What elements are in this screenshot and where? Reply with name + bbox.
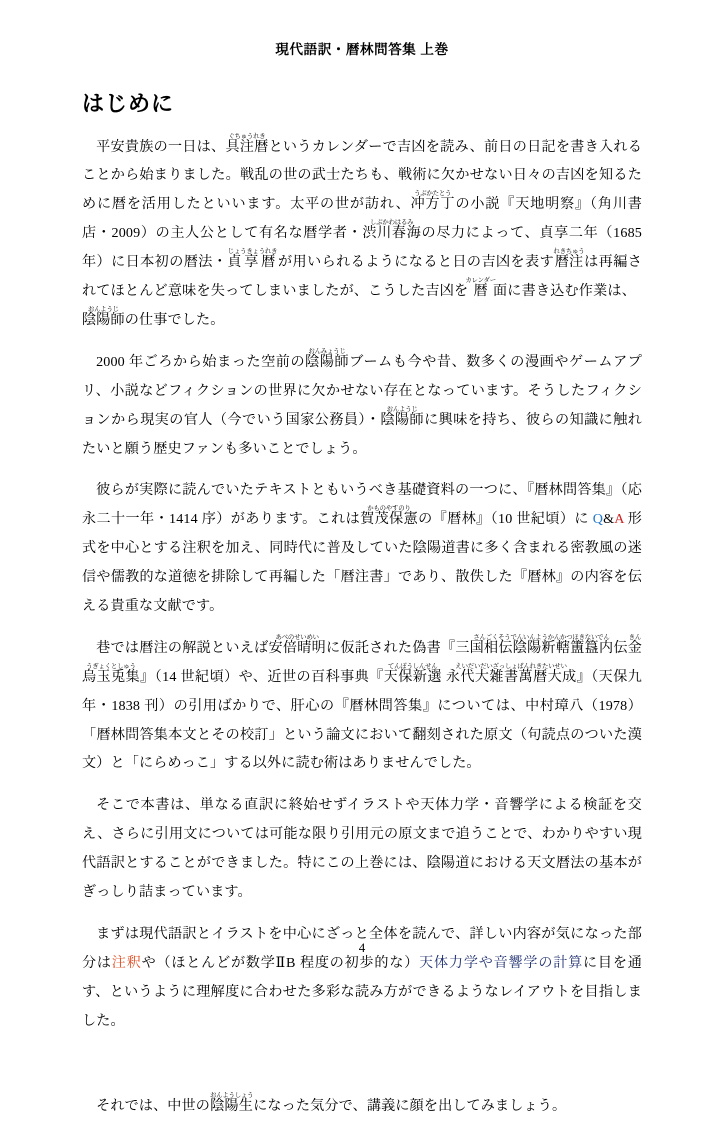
ruby-base: 賀茂保憲 <box>360 511 419 528</box>
text-run: というカレンダーで吉凶を読み、前日の日記を書き入れることから始まりました。戦乱の世の武士たちも、戦術に欠かせない日々の吉凶を知るために暦を活用したといいます。太平の世が訪れ、 <box>82 138 643 213</box>
ruby-text: てんぽうしんせん <box>383 662 442 670</box>
ruby-base: 渋川春海 <box>362 225 422 242</box>
ruby-base: 三国相伝陰陽䉼轄簠簋内伝 <box>455 639 628 656</box>
page-content <box>82 90 642 1134</box>
ruby-shibukawaharumi <box>362 219 422 242</box>
ruby-ubukatatou <box>410 190 456 213</box>
ruby-base: 暦注 <box>553 254 585 271</box>
text-run: 面に書き込む作業は、 <box>492 283 636 300</box>
text-run: の仕事でした。 <box>124 311 225 328</box>
ruby-onyoushou <box>209 1092 254 1115</box>
ruby-base: 暦 <box>465 283 496 300</box>
ruby-onyouji <box>380 405 425 428</box>
ruby-base: 陰陽師 <box>380 411 425 428</box>
chapter-title: はじめに <box>82 91 175 116</box>
paragraph-4 <box>82 634 642 778</box>
ruby-base: 永代大雑書萬暦大成 <box>445 668 577 685</box>
annotation-highlight: 注釈 <box>111 954 142 971</box>
ruby-sangokusouden-hokinaiden <box>455 633 628 656</box>
ruby-text: おんようしょう <box>209 1092 254 1100</box>
ruby-text: えいだいだいざっしょばんれきたいせい <box>445 662 577 670</box>
ruby-kamonoyasunori <box>360 505 419 528</box>
ruby-text: かものやすのり <box>360 505 418 513</box>
text-run: まずは現代語訳とイラストを中心にざっと全体を読んで、詳しい内容が気になった部分は <box>82 925 642 971</box>
ruby-text: おんみょうじ <box>305 347 349 355</box>
paragraph-2 <box>82 348 642 464</box>
text-run: が用いられるようになると日の吉凶を表す <box>278 254 555 271</box>
text-run: になった気分で、講義に顔を出してみましょう。 <box>253 1098 567 1115</box>
text-run: は再編されてほとんど意味を失ってしまいましたが、こうした吉凶を <box>82 254 642 300</box>
text-run: ブームも今や昔、数多くの漫画やゲームアプリ、小説などフィクションの世界に欠かせない存在となっています。そうしたフィクションから現実の官人（今でいう国家公務員）・ <box>82 353 642 428</box>
science-highlight: 天体力学や音響学の計算 <box>419 954 584 971</box>
ruby-calendar <box>465 277 496 300</box>
text-run: 』（天保九年・1838 刊）の引用ばかりで、肝心の『暦林問答集』については、中村璋八（1978）「暦林問答集本文とその校訂」という論文において翻刻された原文（句読点のついた漢文）と「にらめっこ」する以外に読む術はありませんでした。 <box>82 668 642 772</box>
text-run: 形式を中心とする注釈を加え、同時代に普及していた陰陽道書に多く含まれる密教風の迷信や儒教的な道徳を排除して再編した「暦注書」であり、散佚した『暦林』の内容を伝える貴重な文献です。 <box>82 511 642 614</box>
qa-a-letter: A <box>614 511 624 528</box>
ruby-text: ぐちゅうれき <box>225 132 269 140</box>
text-run: の小説『天地明察』（角川書店・2009）の主人公として有名な暦学者・ <box>82 196 643 242</box>
ruby-abenoseimei <box>268 633 326 656</box>
ruby-onyouji <box>82 305 125 328</box>
text-run: の尽力によって、貞享二年（1685 年）に日本初の暦法・ <box>82 225 642 271</box>
text-run: に目を通す、というように理解度に合わせた多彩な読み方ができるようなレイアウトを目指しました。 <box>82 954 642 1029</box>
ruby-text: あべのせいめい <box>268 633 326 641</box>
text-run: や（ほとんどが数学ⅡB 程度の初歩的な） <box>141 954 420 971</box>
ruby-text: れきちゅう <box>553 248 585 256</box>
paragraph-3 <box>82 476 642 620</box>
text-run: 』（14 世紀頃）や、近世の百科事典『 <box>140 668 384 685</box>
ruby-tenpoushinsen <box>383 662 442 685</box>
ruby-base: 具注暦 <box>225 138 269 155</box>
ruby-rekichuu <box>553 248 585 271</box>
text-run: 平安貴族の一日は、 <box>96 138 226 155</box>
ruby-base: 金烏玉兎集 <box>82 639 642 685</box>
paragraph-spacer <box>82 1048 642 1092</box>
ruby-text: おんようじ <box>82 305 125 313</box>
ruby-eidaidaizassho <box>445 662 577 685</box>
ruby-text: さんごくそうでんいんようかんかつほきないでん <box>455 633 628 641</box>
text-run: 2000 年ごろから始まった空前の <box>96 353 306 370</box>
ruby-text: カレンダー <box>465 277 496 285</box>
text-run: の『暦林』（10 世紀頃）に <box>418 511 593 528</box>
ruby-base: 天保新選 <box>383 668 442 685</box>
text-run: に仮託された偽書『 <box>326 639 456 656</box>
ruby-base: 安倍晴明 <box>268 639 326 656</box>
ruby-text: じょうきょうれき <box>227 248 278 256</box>
ruby-text: おんようじ <box>380 405 424 413</box>
text-run: そこで本書は、単なる直訳に終始せずイラストや天体力学・音響学による検証を交え、さらに引用文については可能な限り引用元の原文まで追うことで、わかりやすい現代語訳とすることができました。特にこの上巻には、陰陽道における天文暦法の基本がぎっしり詰まっています。 <box>82 797 642 900</box>
ruby-base: 貞享暦 <box>227 254 278 271</box>
ruby-base: 冲方丁 <box>410 196 456 213</box>
paragraph-1 <box>82 133 642 335</box>
qa-ampersand: & <box>603 511 615 528</box>
running-head: 現代語訳・暦林問答集 上巻 <box>275 42 449 57</box>
text-run: 巷では暦注の解説といえば <box>96 639 269 656</box>
ruby-guchuureki <box>225 132 269 155</box>
qa-q-letter: Q <box>592 511 604 528</box>
ruby-joukyoureki <box>227 248 278 271</box>
qa-label <box>593 511 624 527</box>
ruby-base: 陰陽師 <box>305 353 350 370</box>
paragraph-7 <box>82 1092 642 1121</box>
text-run: に興味を持ち、彼らの知識に触れたいと願う歴史ファンも多いことでしょう。 <box>82 411 643 457</box>
paragraph-6 <box>82 920 642 1036</box>
text-run: 彼らが実際に読んでいたテキストともいうべき基礎資料の一つに、『暦林問答集』（応永二十一年・1414 序）があります。これは <box>82 482 642 528</box>
ruby-text: きんうぎょくとしゅう <box>82 633 642 670</box>
ruby-base: 陰陽師 <box>82 311 125 328</box>
ruby-text: うぶかたとう <box>410 190 455 198</box>
ruby-onmyouji <box>305 347 350 370</box>
ruby-base: 陰陽生 <box>209 1098 254 1115</box>
text-run: それでは、中世の <box>96 1098 211 1115</box>
page-number: 4 <box>358 940 366 955</box>
paragraph-5 <box>82 791 642 907</box>
ruby-text: しぶかわはるみ <box>362 219 421 227</box>
